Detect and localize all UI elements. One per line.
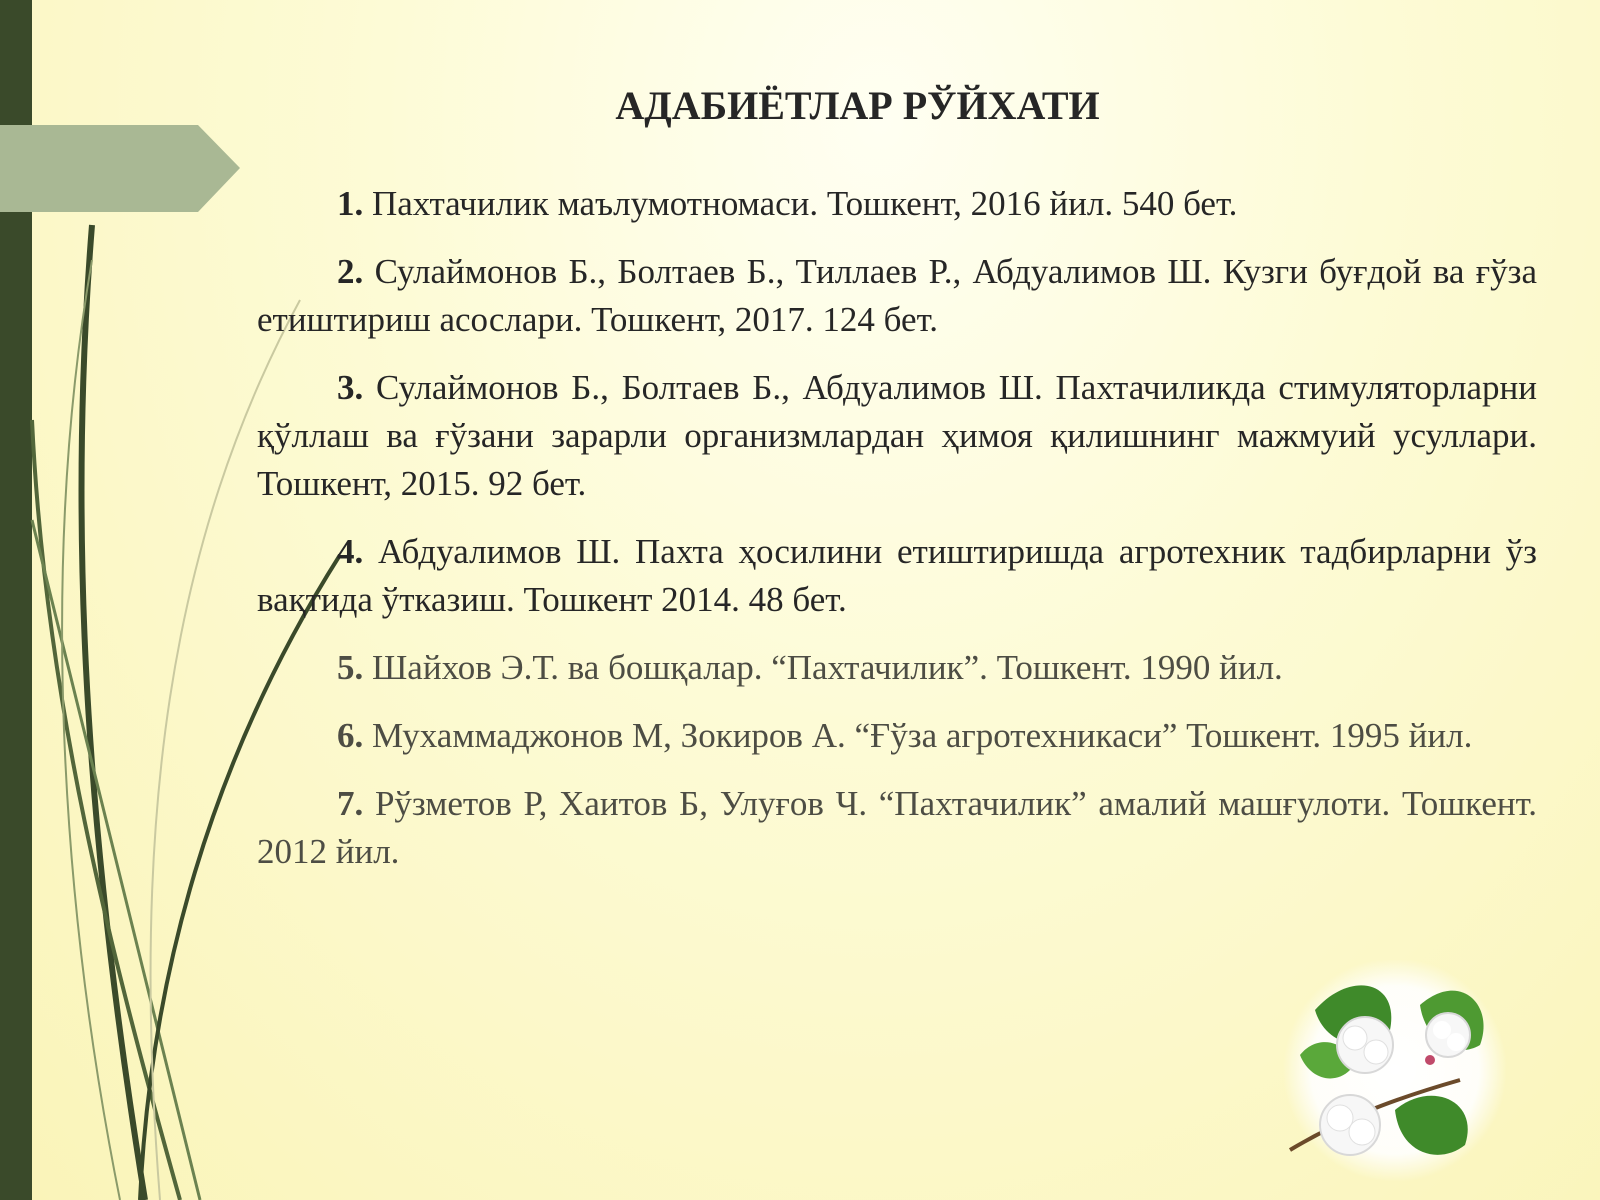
- reference-text: Мухаммаджонов М, Зокиров А. “Ғўза агротехникаси” Тошкент. 1995 йил.: [363, 716, 1473, 755]
- reference-number: 7.: [337, 784, 364, 823]
- reference-number: 3.: [337, 368, 364, 407]
- reference-item: [257, 644, 1537, 692]
- reference-number: 5.: [337, 648, 364, 687]
- reference-text: Сулаймонов Б., Болтаев Б., Тиллаев Р., Абдуалимов Ш. Кузги буғдой ва ғўза етиштириш асослари. Тошкент, 2017. 124 бет.: [257, 252, 1537, 339]
- reference-number: 6.: [337, 716, 364, 755]
- reference-text: Пахтачилик маълумотномаси. Тошкент, 2016 йил. 540 бет.: [363, 184, 1238, 223]
- arrow-banner-shape: [0, 125, 240, 212]
- reference-text: Шайхов Э.Т. ва бошқалар. “Пахтачилик”. Тошкент. 1990 йил.: [363, 648, 1283, 687]
- reference-text: Рўзметов Р, Хаитов Б, Улуғов Ч. “Пахтачилик” амалий машғулоти. Тошкент. 2012 йил.: [257, 784, 1537, 871]
- reference-item: [257, 248, 1537, 344]
- reference-item: [257, 528, 1537, 624]
- reference-item: [257, 180, 1537, 228]
- reference-number: 1.: [337, 184, 364, 223]
- reference-item: [257, 364, 1537, 508]
- cotton-flower-image: [1280, 960, 1510, 1190]
- reference-list: [257, 180, 1537, 896]
- reference-item: [257, 712, 1537, 760]
- grass-stroke: [32, 520, 200, 1200]
- grass-stroke: [81, 225, 145, 1200]
- reference-item: [257, 780, 1537, 876]
- page-title: АДАБИЁТЛАР РЎЙХАТИ: [615, 83, 1100, 128]
- reference-number: 4.: [337, 532, 364, 571]
- reference-number: 2.: [337, 252, 364, 291]
- reference-text: Абдуалимов Ш. Пахта ҳосилини етиштиришда агротехник тадбирларни ўз вақтида ўтказиш. Тошкент 2014. 48 бет.: [257, 532, 1537, 619]
- reference-text: Сулаймонов Б., Болтаев Б., Абдуалимов Ш. Пахтачиликда стимуляторларни қўллаш ва ғўзани зарарли организмлардан ҳимоя қилишнинг мажмуий усуллари. Тошкент, 2015. 92 бет.: [257, 368, 1537, 503]
